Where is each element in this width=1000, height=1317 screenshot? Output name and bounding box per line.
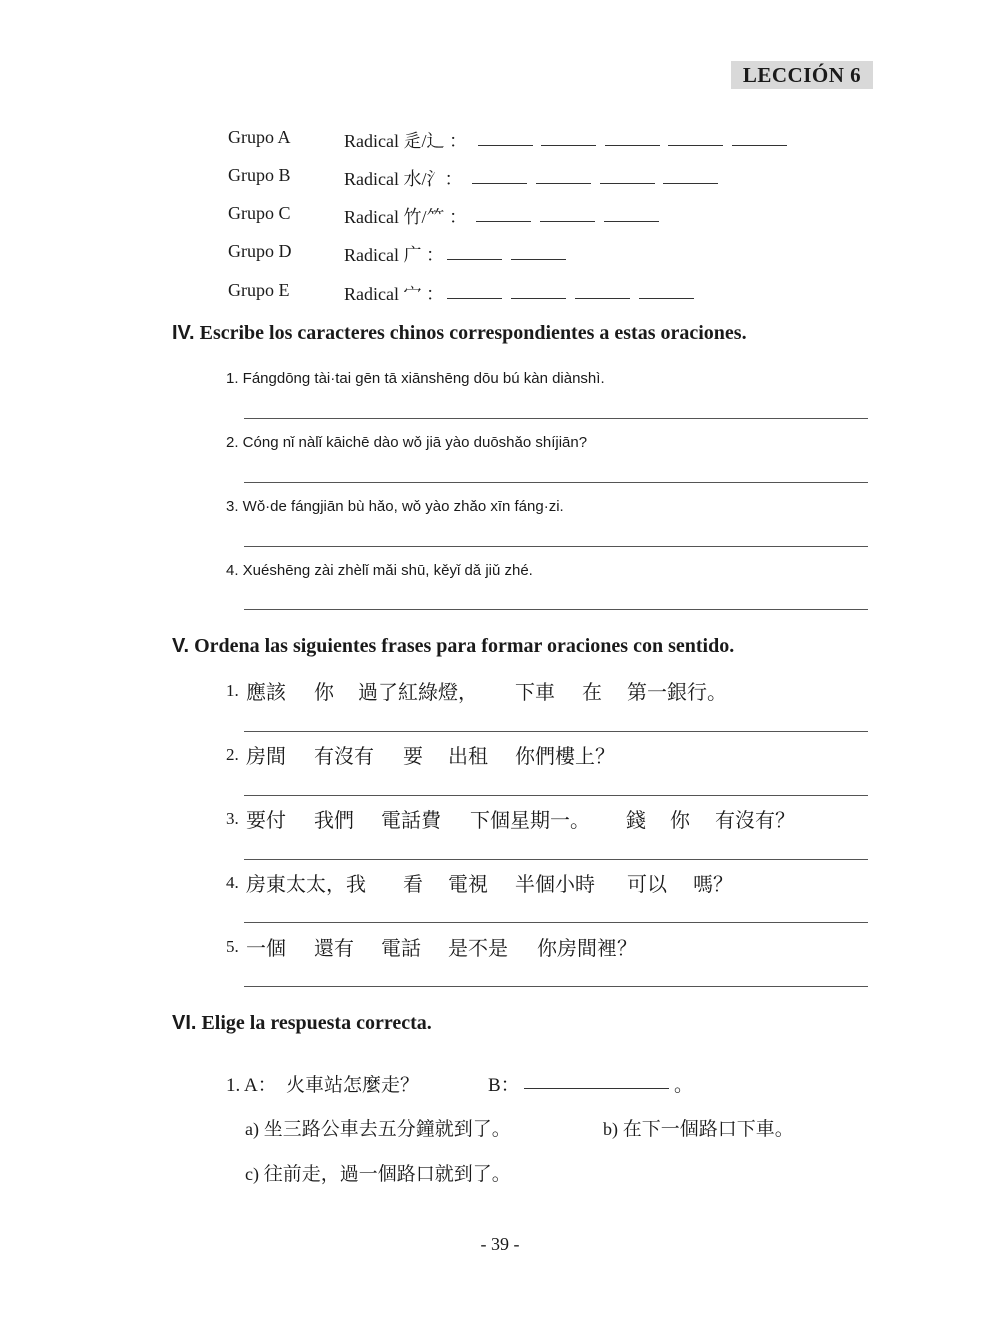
answer-line[interactable]	[244, 418, 868, 419]
item-number: 3.	[226, 809, 239, 828]
word-chip: 下車	[515, 682, 555, 704]
answer-line[interactable]	[244, 731, 868, 732]
question-1-end: 。	[674, 1075, 694, 1096]
word-chip: 一個	[246, 938, 286, 960]
answer-blank[interactable]	[476, 221, 531, 222]
word-chip: 錢	[626, 810, 646, 832]
word-chip: 電話費	[381, 810, 441, 832]
answer-line[interactable]	[244, 609, 868, 610]
section-iv-title: Escribe los caracteres chinos correspondientes a estas oraciones.	[199, 322, 747, 344]
section-iv-number: IV.	[172, 322, 195, 344]
option-c-letter: c)	[245, 1164, 259, 1184]
word-chip: 是不是	[448, 938, 508, 960]
answer-line[interactable]	[244, 922, 868, 923]
word-chip: 還有	[314, 938, 354, 960]
word-chip: 出租	[448, 746, 488, 768]
word-chip: 你房間裡？	[537, 938, 637, 960]
word-chip: 半個小時	[515, 874, 595, 896]
answer-line[interactable]	[244, 795, 868, 796]
answer-blank[interactable]	[536, 183, 591, 184]
word-chip: 我們	[314, 810, 354, 832]
answer-blank[interactable]	[663, 183, 718, 184]
lesson-badge: LECCIÓN 6	[731, 61, 873, 89]
option-b[interactable]	[603, 1114, 794, 1141]
word-chip: 第一銀行。	[627, 682, 727, 704]
word-chip: 你	[314, 682, 334, 704]
item-number: 2.	[226, 745, 239, 764]
option-a[interactable]	[245, 1114, 511, 1141]
group-a-label: Grupo A	[228, 127, 291, 147]
answer-blank[interactable]	[540, 221, 595, 222]
item-number: 1.	[226, 681, 239, 700]
pinyin-sentence: 4. Xuéshēng zài zhèlǐ mǎi shū, kěyǐ dǎ jiǔ zhé.	[226, 562, 533, 579]
section-vi-number: VI.	[172, 1012, 197, 1034]
word-chip: 房間	[246, 746, 286, 768]
word-chip: 你們樓上？	[515, 746, 615, 768]
answer-line[interactable]	[244, 986, 868, 987]
word-chip: 看	[403, 874, 423, 896]
question-1-prefix: 1. A：	[226, 1075, 277, 1096]
group-a-radical: Radical 辵/⻌ ：	[344, 131, 467, 151]
answer-blank[interactable]	[541, 145, 596, 146]
option-a-letter: a)	[245, 1119, 259, 1139]
word-chip: 你	[670, 810, 690, 832]
word-chip: 應該	[246, 682, 286, 704]
answer-blank[interactable]	[604, 221, 659, 222]
item-number: 4.	[226, 873, 239, 892]
section-v-number: V.	[172, 635, 190, 657]
word-chip: 下個星期一。	[470, 810, 590, 832]
answer-line[interactable]	[244, 859, 868, 860]
option-c-text: 往前走，過一個路口就到了。	[263, 1164, 511, 1185]
word-chip: 電視	[448, 874, 488, 896]
section-v-title: Ordena las siguientes frases para formar oraciones con sentido.	[194, 635, 735, 657]
word-chip: 在	[582, 682, 602, 704]
answer-blank[interactable]	[732, 145, 787, 146]
group-c-radical: Radical 竹/⺮ ：	[344, 207, 467, 227]
answer-blank[interactable]	[600, 183, 655, 184]
word-chip: 電話	[381, 938, 421, 960]
answer-blank[interactable]	[605, 145, 660, 146]
word-chip: 房東太太，我	[246, 874, 366, 896]
answer-blank[interactable]	[524, 1088, 669, 1089]
answer-blank[interactable]	[575, 298, 630, 299]
group-e-label: Grupo E	[228, 280, 290, 300]
question-1-b-label: B：	[488, 1075, 520, 1096]
answer-blank[interactable]	[511, 298, 566, 299]
group-d-label: Grupo D	[228, 241, 292, 261]
group-b-radical: Radical 水/氵：	[344, 169, 463, 189]
option-b-text: 在下一個路口下車。	[622, 1119, 794, 1140]
word-chip: 過了紅綠燈，	[358, 682, 478, 704]
word-chip: 有沒有？	[715, 810, 795, 832]
answer-blank[interactable]	[478, 145, 533, 146]
group-e-radical: Radical 宀 ：	[344, 284, 444, 304]
answer-blank[interactable]	[511, 259, 566, 260]
word-chip: 要	[403, 746, 423, 768]
option-c[interactable]	[245, 1159, 511, 1186]
section-iv-heading	[172, 322, 747, 345]
section-vi-title: Elige la respuesta correcta.	[201, 1012, 432, 1034]
pinyin-sentence: 3. Wǒ·de fángjiān bù hǎo, wǒ yào zhǎo xīn fáng·zi.	[226, 498, 564, 515]
answer-line[interactable]	[244, 482, 868, 483]
pinyin-sentence: 2. Cóng nǐ nàlǐ kāichē dào wǒ jiā yào duōshǎo shíjiān?	[226, 434, 588, 451]
pinyin-sentence: 1. Fángdōng tài·tai gēn tā xiānshēng dōu bú kàn diànshì.	[226, 370, 605, 387]
word-chip: 可以	[627, 874, 667, 896]
page-number: - 39 -	[480, 1234, 520, 1254]
word-chip: 嗎？	[693, 874, 733, 896]
option-a-text: 坐三路公車去五分鐘就到了。	[263, 1119, 511, 1140]
answer-blank[interactable]	[472, 183, 527, 184]
group-d-radical: Radical 广 ：	[344, 245, 444, 265]
section-vi-heading	[172, 1012, 432, 1035]
group-c-label: Grupo C	[228, 203, 291, 223]
question-1-text: 火車站怎麼走？	[286, 1075, 420, 1096]
word-chip: 有沒有	[314, 746, 374, 768]
answer-line[interactable]	[244, 546, 868, 547]
group-b-label: Grupo B	[228, 165, 291, 185]
option-b-letter: b)	[603, 1119, 618, 1139]
answer-blank[interactable]	[447, 259, 502, 260]
answer-blank[interactable]	[639, 298, 694, 299]
section-v-heading	[172, 635, 734, 658]
word-chip: 要付	[246, 810, 286, 832]
item-number: 5.	[226, 937, 239, 956]
answer-blank[interactable]	[447, 298, 502, 299]
answer-blank[interactable]	[668, 145, 723, 146]
